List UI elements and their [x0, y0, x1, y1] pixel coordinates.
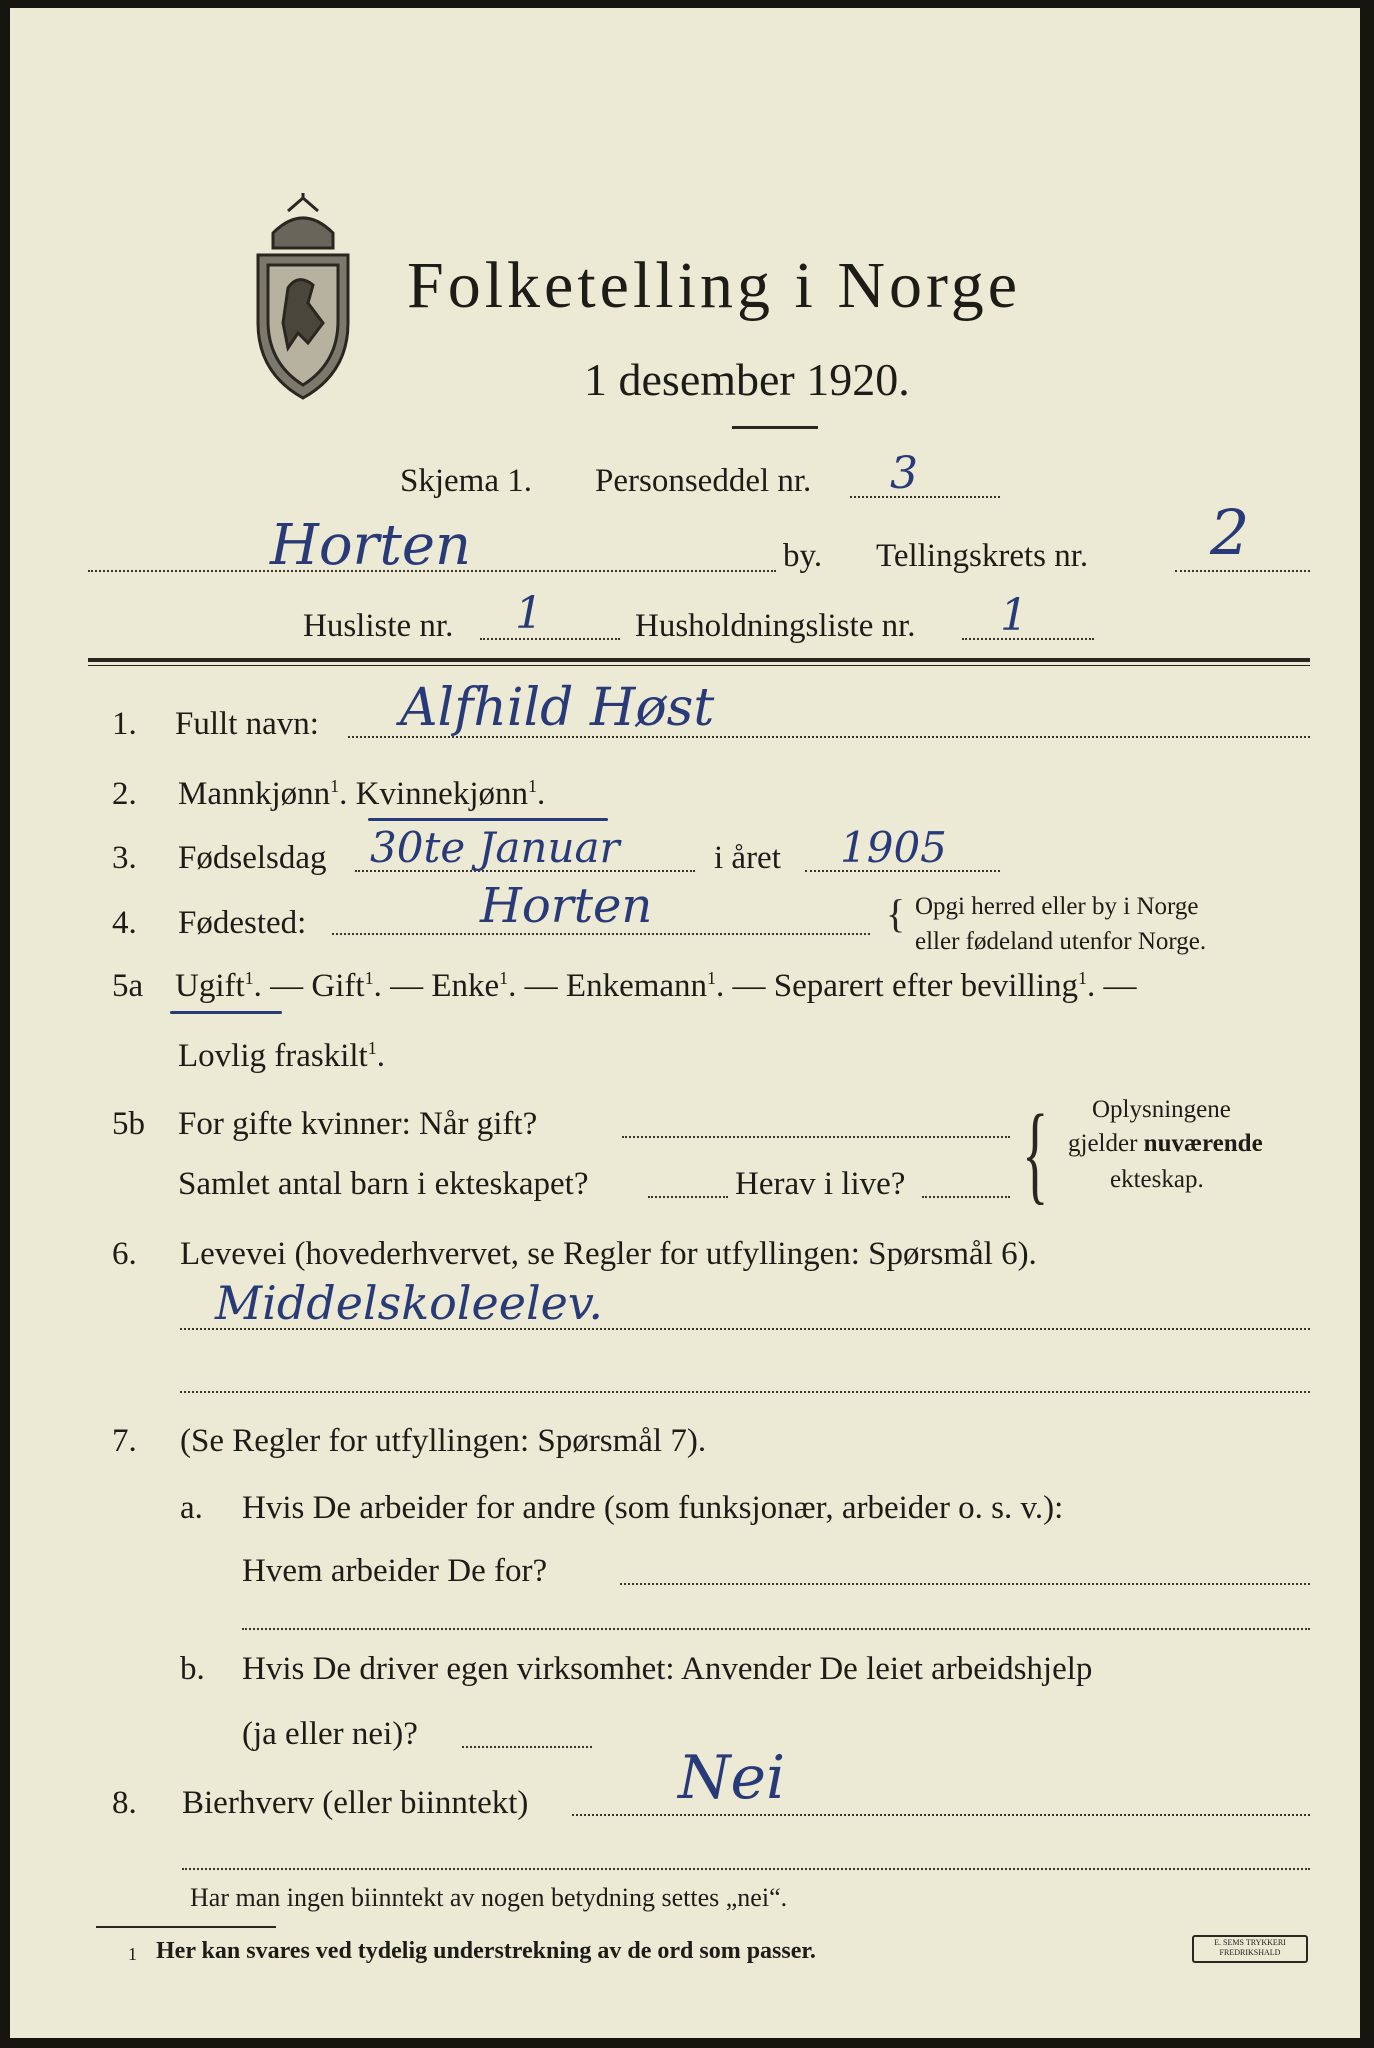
q8-line-2: [182, 1868, 1310, 1870]
q7b-text: Hvis De driver egen virksomhet: Anvender De leiet arbeidshjelp: [242, 1651, 1093, 1687]
q2-number: 2.: [112, 776, 137, 812]
form-date: 1 desember 1920.: [584, 354, 910, 405]
q6-line-2: [180, 1391, 1310, 1393]
by-label: by.: [783, 538, 823, 574]
q7b-line: [462, 1746, 592, 1748]
q4-label: Fødested:: [178, 905, 307, 941]
q8-label: Bierhverv (eller biinntekt): [182, 1785, 529, 1821]
footer-note: Har man ingen biinntekt av nogen betydning settes „nei“.: [190, 1883, 788, 1912]
q5b-brace: {: [1022, 1092, 1049, 1214]
q1-label: Fullt navn:: [175, 706, 319, 742]
q5a-ugift-underline: [170, 1011, 282, 1014]
q5b-when-line: [622, 1136, 1010, 1138]
q1-number: 1.: [112, 706, 137, 742]
q5b-alive-line: [922, 1196, 1010, 1198]
q5a-number: 5a: [112, 968, 144, 1004]
tellingskrets-value: 2: [1210, 496, 1250, 569]
form-title: Folketelling i Norge: [407, 249, 1022, 322]
q7a-line-1: [620, 1583, 1310, 1585]
main-divider: [88, 658, 1310, 662]
skjema-label: Skjema 1.: [400, 463, 532, 499]
q7a-question: Hvem arbeider De for?: [242, 1553, 548, 1589]
q3-label: Fødselsdag: [178, 840, 327, 876]
q1-value: Alfhild Høst: [400, 678, 715, 738]
q5b-note-1: Oplysningene: [1092, 1096, 1231, 1123]
q7a-text: Hvis De arbeider for andre (som funksjonær, arbeider o. s. v.):: [242, 1490, 1064, 1526]
tellingskrets-line: [1175, 570, 1310, 572]
q8-line-1: [572, 1814, 1310, 1816]
q4-value: Horten: [480, 878, 653, 934]
q4-note-1: Opgi herred eller by i Norge: [915, 893, 1199, 920]
tellingskrets-label: Tellingskrets nr.: [876, 538, 1089, 574]
q5a-line2: Lovlig fraskilt$^1$.: [178, 1038, 385, 1074]
q8-number: 8.: [112, 1785, 137, 1821]
q5b-label-2: Samlet antal barn i ekteskapet?: [178, 1166, 589, 1202]
q2-options: Mannkjønn$^1$. Kvinnekjønn$^1$.: [178, 776, 546, 812]
q5b-number: 5b: [112, 1106, 145, 1142]
q6-value: Middelskoleelev.: [215, 1276, 604, 1330]
husliste-value: 1: [515, 588, 543, 639]
husliste-label: Husliste nr.: [303, 608, 454, 644]
husholdningsliste-line: [962, 638, 1094, 640]
q7b-question: (ja eller nei)?: [242, 1716, 418, 1752]
q7a-line-2: [242, 1628, 1310, 1630]
q3-day-value: 30te Januar: [370, 823, 620, 872]
coat-of-arms-icon: [238, 193, 368, 413]
printer-stamp: E. SEMS TRYKKERI FREDRIKSHALD: [1192, 1935, 1308, 1963]
footnote-text: Her kan svares ved tydelig understrekning av de ord som passer.: [156, 1938, 816, 1964]
q5b-note-2: gjelder nuværende: [1068, 1130, 1263, 1157]
q3-number: 3.: [112, 840, 137, 876]
footnote-number: 1: [128, 1944, 137, 1964]
q4-number: 4.: [112, 905, 137, 941]
q2-female-underline: [368, 818, 608, 821]
by-value: Horten: [270, 513, 472, 578]
q6-number: 6.: [112, 1236, 137, 1272]
title-divider: [732, 426, 818, 429]
q5b-note-3: ekteskap.: [1110, 1166, 1204, 1193]
personseddel-line: [850, 496, 1000, 498]
personseddel-label: Personseddel nr.: [595, 463, 812, 499]
husholdningsliste-label: Husholdningsliste nr.: [635, 608, 916, 644]
q2-male: Mannkjønn: [178, 776, 331, 812]
q2-female: Kvinnekjønn: [355, 776, 528, 812]
q7b-letter: b.: [180, 1651, 205, 1687]
q7-label: (Se Regler for utfyllingen: Spørsmål 7).: [180, 1423, 707, 1459]
q5b-label-3: Herav i live?: [735, 1166, 906, 1202]
q3-year-value: 1905: [840, 823, 947, 872]
q4-note-2: eller fødeland utenfor Norge.: [915, 928, 1207, 955]
q4-brace: {: [886, 891, 906, 936]
q8-value: Nei: [678, 1743, 786, 1813]
q7-number: 7.: [112, 1423, 137, 1459]
husholdningsliste-value: 1: [1000, 590, 1028, 641]
q7a-letter: a.: [180, 1490, 203, 1526]
personseddel-value: 3: [890, 448, 918, 499]
census-form-page: [10, 8, 1360, 2038]
q3-year-label: i året: [714, 840, 781, 876]
q5a-options: Ugift$^1$. — Gift$^1$. — Enke$^1$. — Enkemann$^1$. — Separert efter bevilling$^1$. —: [175, 968, 1137, 1004]
footnote-divider: [96, 1926, 276, 1928]
husliste-line: [480, 638, 620, 640]
main-divider-thin: [88, 665, 1310, 666]
q5b-label-1: For gifte kvinner: Når gift?: [178, 1106, 538, 1142]
q6-label: Levevei (hovederhvervet, se Regler for utfyllingen: Spørsmål 6).: [180, 1236, 1037, 1272]
q5b-children-line: [648, 1196, 728, 1198]
